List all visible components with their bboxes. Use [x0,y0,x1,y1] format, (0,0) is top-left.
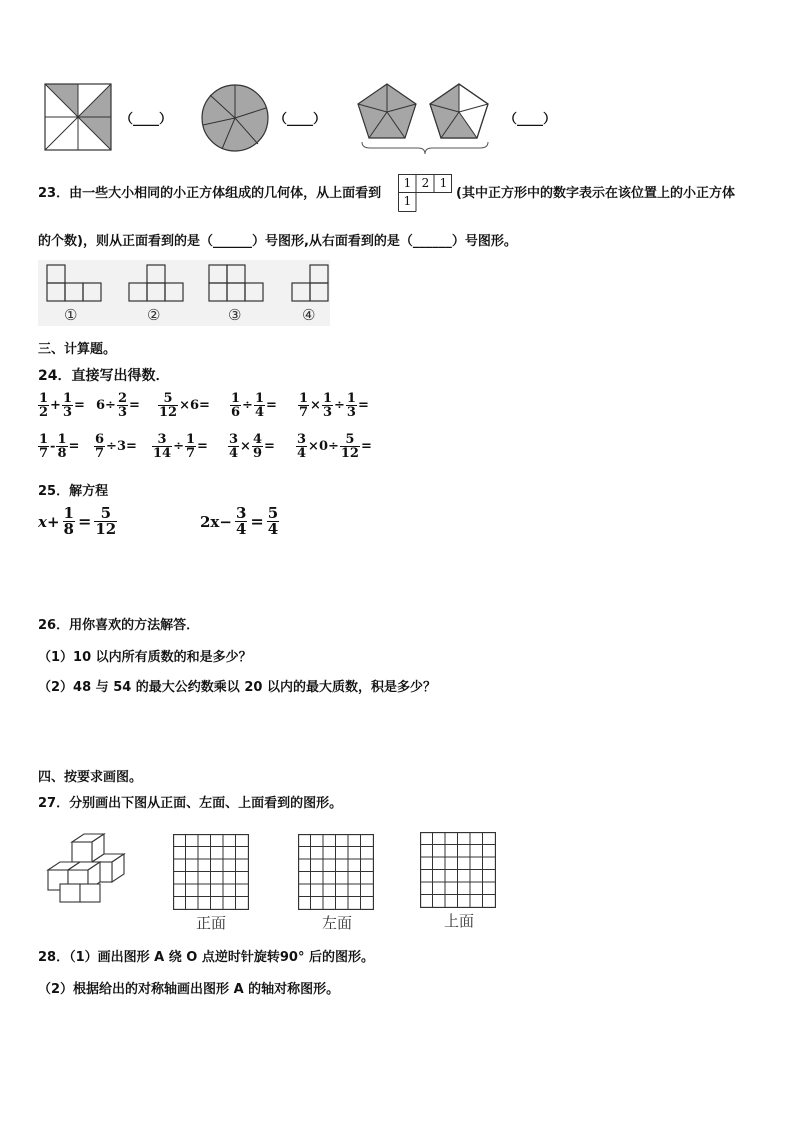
top-view-number: 1 [403,194,412,208]
equation-2: 2x− $\frac{3}{4}$ = $\frac{5}{4}$ [200,504,279,538]
q28-part-2: （2）根据给出的对称轴画出图形 A 的轴对称图形。 [38,982,340,997]
top-view-number: 1 [439,176,448,190]
q25-title: 25．解方程 [38,484,109,499]
cube-stack-figure [44,832,130,904]
calc-1-2: 6÷ $\frac{2}{3}$ = [96,391,140,420]
top-view-number: 1 [403,176,412,190]
pentagon-fraction-figure-2 [428,82,490,140]
calc-2-5: $\frac{3}{4}$ ×0÷ $\frac{5}{12}$ = [297,432,372,461]
q23-line1-a: 23．由一些大小相同的小正方体组成的几何体，从上面看到 [38,186,382,201]
calc-2-3: $\frac{3}{14}$ ÷ $\frac{1}{7}$ = [153,432,208,461]
calc-1-4: $\frac{1}{6}$ ÷ $\frac{1}{4}$ = [231,391,277,420]
calc-1-1: $\frac{1}{2}$ + $\frac{1}{3}$ = [39,391,85,420]
circle-fraction-figure [200,83,270,153]
option-3-label: ③ [228,306,242,324]
answer-blank-3[interactable]: （____） [504,112,557,127]
top-view-number: 2 [421,176,430,190]
q26-title: 26．用你喜欢的方法解答． [38,618,200,633]
section-4-title: 四、按要求画图。 [38,770,143,785]
option-1-label: ① [64,306,78,324]
brace [360,140,490,156]
q24-title: 24．直接写出得数． [38,368,170,384]
section-3-title: 三、计算题。 [38,342,117,357]
calc-2-4: $\frac{3}{4}$ × $\frac{4}{9}$ = [229,432,275,461]
option-1-figure [46,264,102,302]
calc-1-5: $\frac{1}{7}$ × $\frac{1}{3}$ ÷ $\frac{1}{3}$ = [299,391,369,420]
option-3-figure [208,264,264,302]
calc-2-2: $\frac{6}{7}$ ÷3= [95,432,137,461]
front-view-label: 正面 [196,914,227,932]
calc-1-3: $\frac{5}{12}$ ×6= [159,391,210,420]
front-view-grid [173,834,249,910]
q23-line2: 的个数)，则从正面看到的是（______）号图形,从右面看到的是（______）号图形。 [38,234,517,249]
q27-title: 27．分别画出下图从正面、左面、上面看到的图形。 [38,796,343,811]
top-view-label: 上面 [444,912,475,930]
left-view-grid [298,834,374,910]
option-4-figure [291,264,331,302]
q26-part-2: （2）48 与 54 的最大公约数乘以 20 以内的最大质数，积是多少？ [38,680,436,695]
pentagon-fraction-figure-1 [356,82,418,140]
option-2-label: ② [147,306,161,324]
q28-part-1: 28．（1）画出图形 A 绕 O 点逆时针旋转90° 后的图形。 [38,950,374,965]
left-view-label: 左面 [322,914,353,932]
square-fraction-figure [44,83,112,151]
calc-2-1: $\frac{1}{7}$ - $\frac{1}{8}$ = [39,432,80,461]
answer-blank-2[interactable]: （____） [274,112,327,127]
top-view-drawing-grid [420,832,496,908]
option-4-label: ④ [302,306,316,324]
top-view-grid [398,174,452,212]
q23-line1-b: (其中正方形中的数字表示在该位置上的小正方体 [456,186,735,201]
q26-part-1: （1）10 以内所有质数的和是多少？ [38,650,252,665]
answer-blank-1[interactable]: （____） [120,112,173,127]
equation-1: x+ $\frac{1}{8}$ = $\frac{5}{12}$ [38,504,117,538]
option-2-figure [128,264,184,302]
